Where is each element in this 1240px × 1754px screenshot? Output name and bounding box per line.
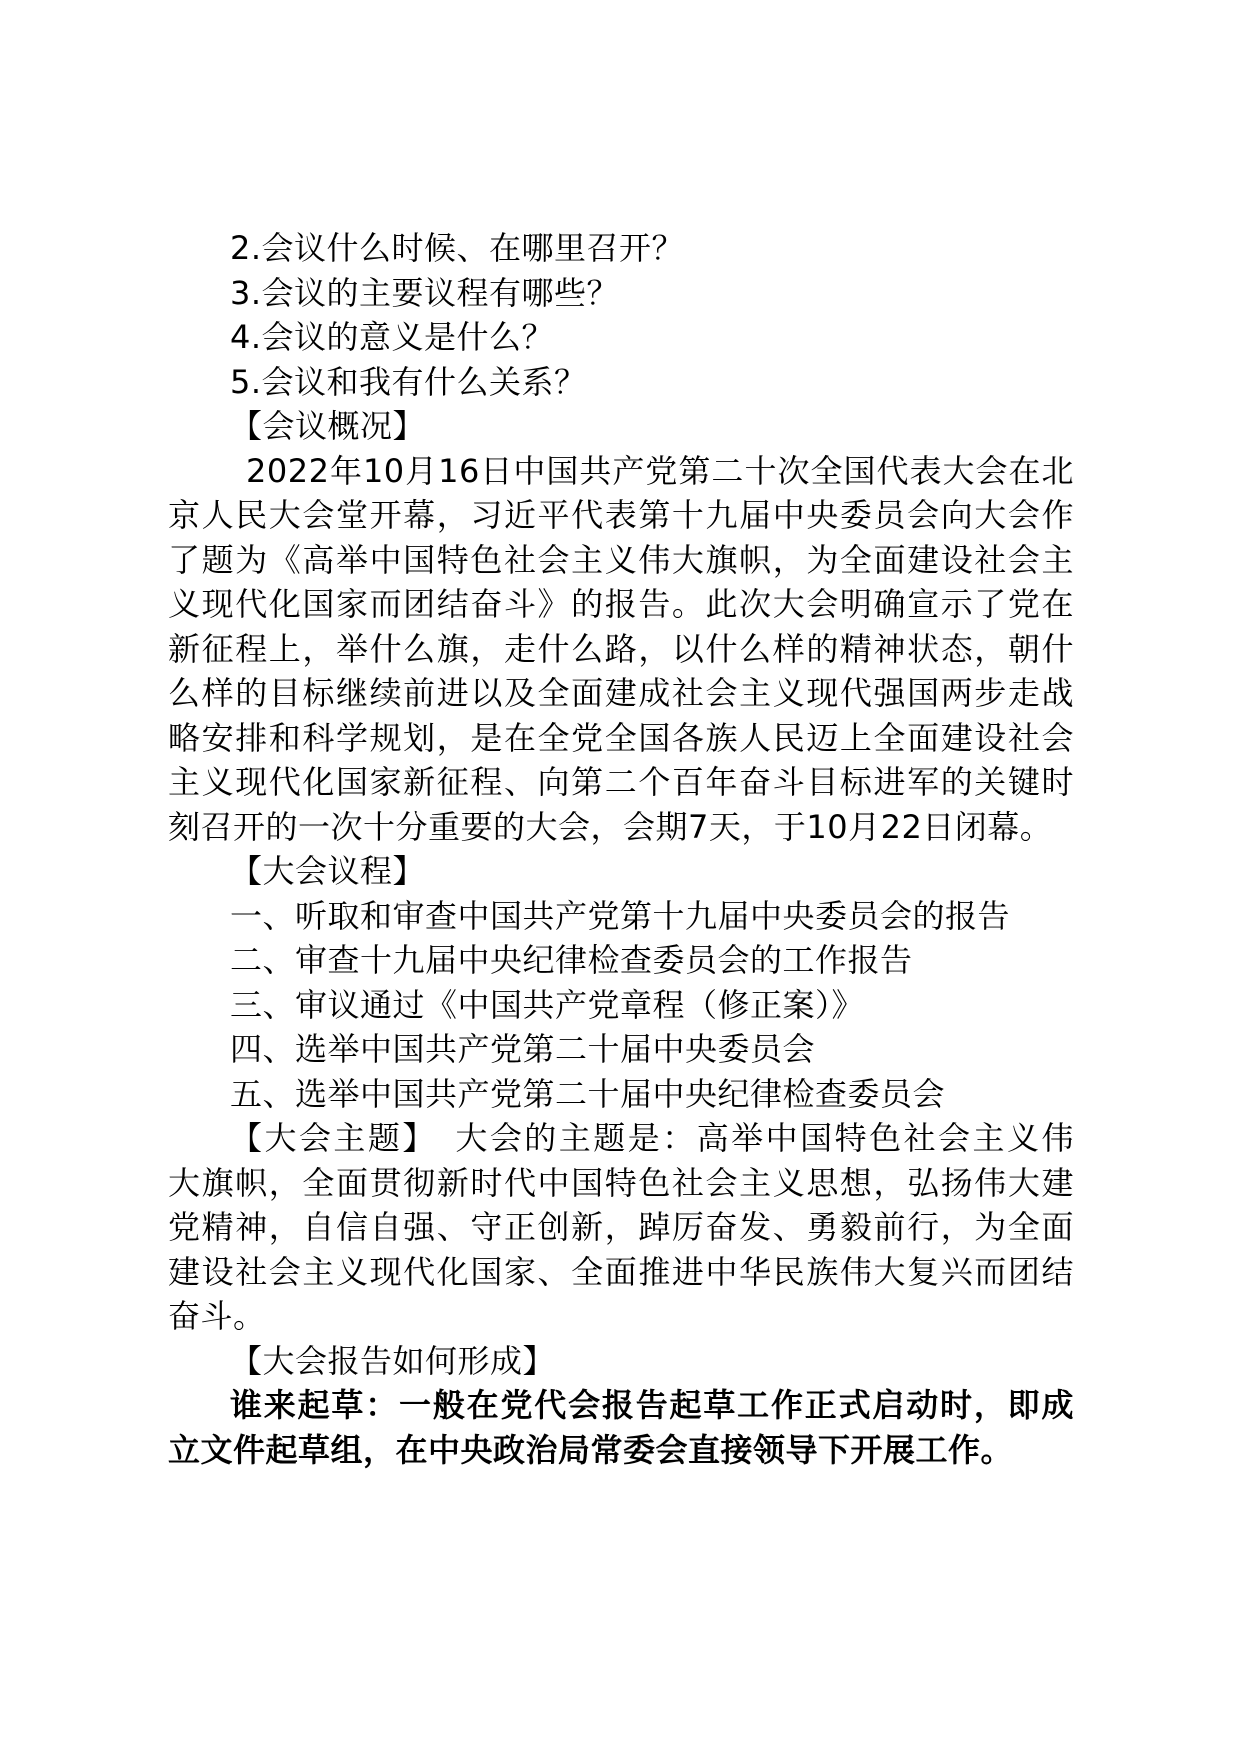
overview-heading: 【会议概况】: [230, 407, 426, 445]
agenda-item: 三、审议通过《中国共产党章程（修正案）》: [230, 985, 865, 1024]
question-item: 5.会议和我有什么关系？: [230, 362, 587, 401]
paragraph-line: 京人民大会堂开幕，习近平代表第十九届中央委员会向大会作: [168, 496, 1074, 534]
document-body: [168, 226, 1074, 1472]
question-item: 3.会议的主要议程有哪些？: [230, 273, 620, 312]
paragraph-line: 建设社会主义现代化国家、全面推进中华民族伟大复兴而团结: [168, 1252, 1074, 1291]
paragraph-line: 大旗帜，全面贯彻新时代中国特色社会主义思想，弘扬伟大建: [168, 1163, 1074, 1202]
paragraph-line: 义现代化国家而团结奋斗》的报告。此次大会明确宣示了党在: [168, 585, 1074, 623]
agenda-item: 五、选举中国共产党第二十届中央纪律检查委员会: [230, 1074, 946, 1113]
paragraph-line: 新征程上，举什么旗，走什么路，以什么样的精神状态，朝什: [168, 629, 1074, 668]
paragraph-line: 2022年10月16日中国共产党第二十次全国代表大会在北: [246, 451, 1074, 490]
paragraph-line: 奋斗。: [168, 1297, 266, 1335]
paragraph-line: 略安排和科学规划，是在全党全国各族人民迈上全面建设社会: [168, 718, 1074, 757]
paragraph-line: 党精神，自信自强、守正创新，踔厉奋发、勇毅前行，为全面: [168, 1208, 1074, 1246]
report-paragraph: [168, 1383, 1074, 1472]
paragraph-line: 【大会主题】 大会的主题是：高举中国特色社会主义伟: [230, 1119, 1074, 1157]
agenda-item: 四、选举中国共产党第二十届中央委员会: [230, 1030, 816, 1068]
question-list: [168, 226, 1074, 404]
agenda-list: [168, 894, 1074, 1117]
overview-paragraph: [168, 449, 1074, 850]
paragraph-line: 么样的目标继续前进以及全面建成社会主义现代强国两步走战: [168, 674, 1074, 712]
agenda-heading: 【大会议程】: [230, 852, 426, 890]
agenda-item: 二、审查十九届中央纪律检查委员会的工作报告: [230, 941, 913, 979]
paragraph-line: 立文件起草组，在中央政治局常委会直接领导下开展工作。: [168, 1430, 1014, 1469]
agenda-item: 一、听取和审查中国共产党第十九届中央委员会的报告: [230, 896, 1011, 935]
paragraph-line: 主义现代化国家新征程、向第二个百年奋斗目标进军的关键时: [168, 763, 1074, 801]
theme-paragraph: [168, 1116, 1074, 1339]
report-heading: 【大会报告如何形成】: [230, 1341, 556, 1380]
paragraph-line: 刻召开的一次十分重要的大会，会期7天，于10月22日闭幕。: [168, 807, 1053, 846]
question-item: 4.会议的意义是什么？: [230, 318, 555, 356]
paragraph-line: 谁来起草：一般在党代会报告起草工作正式启动时，即成: [230, 1386, 1074, 1424]
paragraph-line: 了题为《高举中国特色社会主义伟大旗帜，为全面建设社会主: [168, 540, 1074, 579]
question-item: 2.会议什么时候、在哪里召开？: [230, 229, 685, 267]
